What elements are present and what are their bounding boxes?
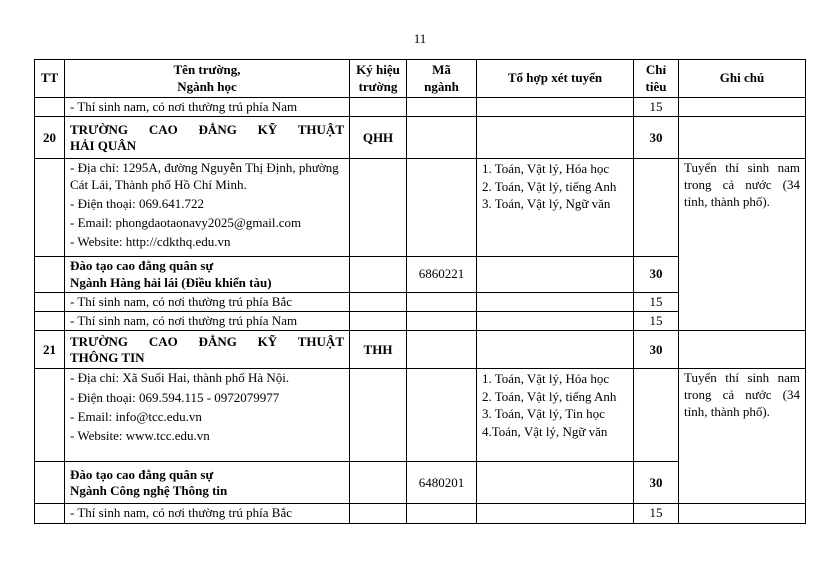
header-notes: Ghi chú [679, 60, 806, 98]
cell-school-code: QHH [350, 117, 407, 159]
program-line2: Ngành Công nghệ Thông tin [70, 482, 228, 498]
cell-tt [35, 504, 65, 523]
table-row [35, 98, 806, 117]
cell-combos [477, 312, 634, 331]
school-name-line2: THÔNG TIN [70, 349, 145, 365]
cell-school-code [350, 292, 407, 311]
cell-combos [477, 292, 634, 311]
header-quota [634, 60, 679, 98]
combo-item: 3. Toán, Vật lý, Ngữ văn [482, 196, 611, 212]
cell-note [679, 98, 806, 117]
school-row [35, 331, 806, 369]
cell-quota [634, 159, 679, 257]
cell-program-name [65, 257, 350, 293]
cell-combos [477, 98, 634, 117]
cell-quota: 30 [634, 117, 679, 159]
header-quota-line2: tiêu [645, 78, 667, 94]
header-school-code-line1: Ký hiệu [356, 62, 400, 78]
school-phone: - Điện thoại: 069.594.115 - 0972079977 [70, 389, 280, 405]
school-name-line1: TRƯỜNG CAO ĐẲNG KỸ THUẬT [70, 333, 344, 349]
header-school-code-line2: trường [358, 78, 398, 94]
cell-school-code [350, 159, 407, 257]
school-email: - Email: phongdaotaonavy2025@gmail.com [70, 215, 302, 230]
cell-tt: 20 [35, 117, 65, 159]
cell-quota: 30 [634, 257, 679, 293]
cell-tt [35, 292, 65, 311]
cell-major-code [407, 504, 477, 523]
cell-note [679, 504, 806, 523]
school-name-line1: TRƯỜNG CAO ĐẲNG KỸ THUẬT [70, 121, 344, 137]
school-address: - Địa chỉ: 1295A, đường Nguyễn Thị Định, phường Cát Lái, Thành phố Hồ Chí Minh. [70, 160, 339, 192]
header-school-name-line1: Tên trường, [173, 62, 241, 78]
cell-school-code [350, 504, 407, 523]
cell-candidate-group: - Thí sinh nam, có nơi thường trú phía Nam [65, 98, 350, 117]
cell-school-name [65, 331, 350, 369]
cell-candidate-group: - Thí sinh nam, có nơi thường trú phía Bắc [65, 292, 350, 311]
header-school-name-line2: Ngành học [177, 78, 237, 94]
cell-note: Tuyển thí sinh nam trong cả nước (34 tỉnh, thành phố). [679, 159, 806, 331]
combo-item: 3. Toán, Vật lý, Tin học [482, 406, 605, 422]
cell-note [679, 331, 806, 369]
cell-quota [634, 369, 679, 462]
cell-combos [477, 257, 634, 293]
cell-combos [477, 331, 634, 369]
cell-school-name [65, 117, 350, 159]
cell-quota: 30 [634, 462, 679, 504]
cell-school-code: THH [350, 331, 407, 369]
cell-note: Tuyển thí sinh nam trong cả nước (34 tỉnh, thành phố). [679, 369, 806, 504]
program-line1: Đào tạo cao đẳng quân sự [70, 258, 214, 274]
cell-candidate-group: - Thí sinh nam, có nơi thường trú phía Nam [65, 312, 350, 331]
cell-tt [35, 462, 65, 504]
cell-major-code [407, 369, 477, 462]
cell-combos [477, 504, 634, 523]
header-school-name [65, 60, 350, 98]
cell-major-code [407, 292, 477, 311]
cell-quota: 15 [634, 98, 679, 117]
cell-major-code [407, 331, 477, 369]
header-quota-line1: Chỉ [645, 62, 667, 78]
combo-item: 1. Toán, Vật lý, Hóa học [482, 161, 610, 177]
school-website: - Website: http://cdkthq.edu.vn [70, 234, 231, 250]
school-phone: - Điện thoại: 069.641.722 [70, 195, 204, 211]
cell-note [679, 117, 806, 159]
program-line1: Đào tạo cao đẳng quân sự [70, 466, 214, 482]
cell-combos [477, 159, 634, 257]
cell-candidate-group: - Thí sinh nam, có nơi thường trú phía Bắc [65, 504, 350, 523]
school-info-row [35, 159, 806, 257]
school-address: - Địa chỉ: Xã Suối Hai, thành phố Hà Nội. [70, 370, 290, 386]
cell-school-info [65, 159, 350, 257]
combo-item: 1. Toán, Vật lý, Hóa học [482, 371, 610, 387]
cell-major-code: 6860221 [407, 257, 477, 293]
combo-item: 2. Toán, Vật lý, tiếng Anh [482, 178, 617, 194]
header-major-code-line2: ngành [424, 78, 459, 94]
cell-tt [35, 159, 65, 257]
cell-major-code: 6480201 [407, 462, 477, 504]
cell-combos [477, 462, 634, 504]
cell-quota: 15 [634, 504, 679, 523]
combo-item: 2. Toán, Vật lý, tiếng Anh [482, 388, 617, 404]
cell-major-code [407, 117, 477, 159]
cell-school-info [65, 369, 350, 462]
header-major-code-line1: Mã [432, 62, 451, 78]
cell-quota: 15 [634, 292, 679, 311]
school-name-line2: HẢI QUÂN [70, 137, 137, 153]
table-header-row [35, 60, 806, 98]
school-info-row [35, 369, 806, 462]
program-line2: Ngành Hàng hải lái (Điều khiển tàu) [70, 274, 272, 290]
cell-school-code [350, 462, 407, 504]
cell-school-code [350, 369, 407, 462]
cell-quota: 30 [634, 331, 679, 369]
cell-school-code [350, 257, 407, 293]
school-row [35, 117, 806, 159]
header-school-code [350, 60, 407, 98]
cell-tt: 21 [35, 331, 65, 369]
header-tt: TT [35, 60, 65, 98]
cell-tt [35, 257, 65, 293]
header-subject-combos: Tổ hợp xét tuyển [477, 60, 634, 98]
cell-major-code [407, 159, 477, 257]
school-website: - Website: www.tcc.edu.vn [70, 428, 210, 443]
table-row [35, 504, 806, 523]
admission-table [34, 59, 806, 524]
header-major-code [407, 60, 477, 98]
cell-combos [477, 369, 634, 462]
cell-school-code [350, 312, 407, 331]
cell-tt [35, 312, 65, 331]
cell-tt [35, 98, 65, 117]
cell-major-code [407, 98, 477, 117]
cell-school-code [350, 98, 407, 117]
combo-item: 4.Toán, Vật lý, Ngữ văn [482, 423, 608, 439]
cell-program-name [65, 462, 350, 504]
school-email: - Email: info@tcc.edu.vn [70, 408, 202, 424]
page-number: 11 [413, 31, 427, 46]
cell-quota: 15 [634, 312, 679, 331]
cell-combos [477, 117, 634, 159]
cell-major-code [407, 312, 477, 331]
cell-tt [35, 369, 65, 462]
